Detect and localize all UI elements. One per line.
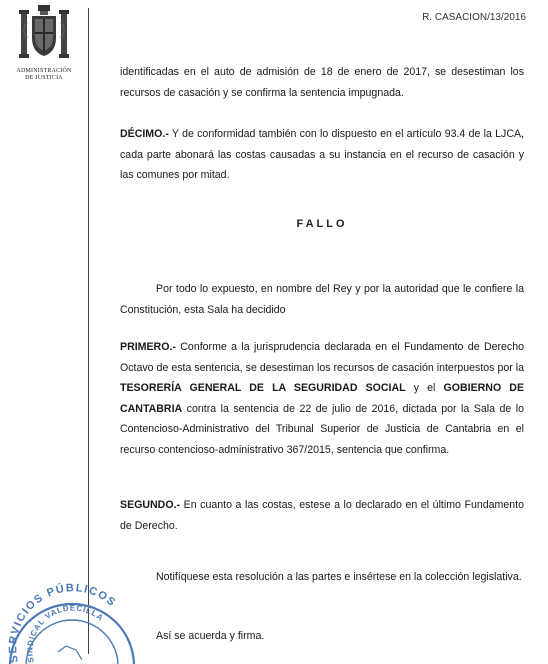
case-reference: R. CASACION/13/2016 xyxy=(422,12,526,23)
paragraph-firma: Así se acuerda y firma. xyxy=(156,630,265,642)
tgss-name: TESORERÍA GENERAL DE LA SEGURIDAD SOCIAL xyxy=(120,382,406,394)
gobierno-cantabria-name: GOBIERNO DE CANTABRIA xyxy=(120,382,525,415)
stamp-inner-text: SINDICAL VALDECILLA xyxy=(25,603,106,664)
paragraph-intro: identificadas en el auto de admisión de 18 de enero de 2017, se desestiman los recursos de casación y se confirma la sentencia impugnada. xyxy=(120,66,524,99)
stamp-outer-text: SERVICIOS PÚBLICOS xyxy=(7,582,119,664)
paragraph-notifiquese: Notifíquese esta resolución a las partes e insértese en la colección legislativa. xyxy=(156,571,522,583)
paragraph-decimo: DÉCIMO.- Y de conformidad también con lo dispuesto en el artículo 93.4 de la LJCA, cada parte abonará las costas causadas a su instancia en el recurso de casación y las comunes por mitad. xyxy=(120,128,524,181)
union-stamp xyxy=(0,574,140,664)
decimo-heading: DÉCIMO.- xyxy=(120,128,169,140)
fallo-title: FALLO xyxy=(296,218,348,230)
paragraph-primero: PRIMERO.- Conforme a la jurisprudencia declarada en el Fundamento de Derecho Octavo de esta sentencia, se desestiman los recursos de casación interpuestos por la TESORERÍA GENERAL DE LA SEGURIDAD SOCIAL y el GOBIERNO DE CANTABRIA contra la sentencia de 22 de julio de 2016, dictada por la Sala de lo Contencioso-Administrativo del Tribunal Superior de Justicia de Cantabria en el recurso contencioso-administrativo 367/2015, sentencia que confirma. xyxy=(120,341,525,456)
crest-label: ADMINISTRACIÓN DE JUSTICIA xyxy=(16,68,72,81)
segundo-heading: SEGUNDO.- xyxy=(120,499,181,511)
coat-of-arms-icon xyxy=(18,4,70,66)
paragraph-por-todo: Por todo lo expuesto, en nombre del Rey y por la autoridad que le confiere la Constitución, esta Sala ha decidido xyxy=(120,283,524,316)
margin-line xyxy=(88,8,89,654)
paragraph-segundo: SEGUNDO.- En cuanto a las costas, estese a lo declarado en el último Fundamento de Derecho. xyxy=(120,499,524,532)
primero-heading: PRIMERO.- xyxy=(120,341,176,353)
